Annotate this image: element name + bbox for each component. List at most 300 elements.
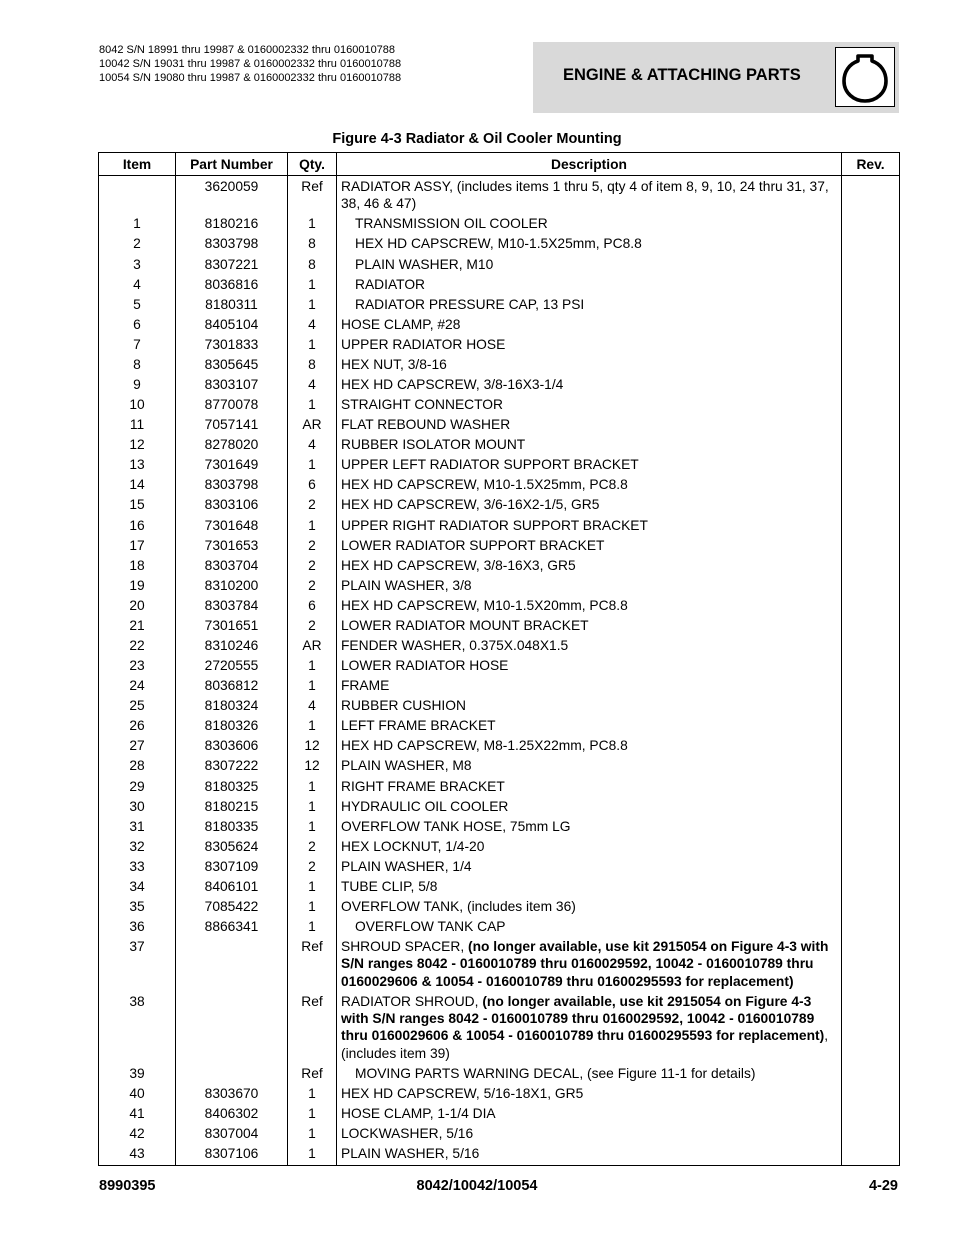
table-row — [99, 495, 900, 515]
rev-cell — [842, 696, 900, 716]
description-cell — [337, 254, 842, 274]
description-cell — [337, 756, 842, 776]
qty-cell: 1 — [288, 776, 337, 796]
figure-title: Figure 4-3 Radiator & Oil Cooler Mounting — [332, 131, 622, 147]
qty-cell: 2 — [288, 555, 337, 575]
qty-cell: 4 — [288, 696, 337, 716]
table-row — [99, 1104, 900, 1124]
table-row — [99, 475, 900, 495]
qty-cell: 1 — [288, 1104, 337, 1124]
table-row — [99, 897, 900, 917]
table-row — [99, 656, 900, 676]
description-note: (no longer available, use kit 2915054 on Figure 4-3 with S/N ranges 8042 - 0160010789 thru 0160029592, 10042 - 0160010789 thru 0160029606 & 10054 - 0160010789 thru 01600295593 for replacement) — [341, 993, 825, 1044]
part-number-cell: 8406302 — [176, 1104, 288, 1124]
part-number-cell: 2720555 — [176, 656, 288, 676]
table-row — [99, 455, 900, 475]
qty-cell: 2 — [288, 616, 337, 636]
qty-cell: 2 — [288, 856, 337, 876]
table-row — [99, 334, 900, 354]
part-number-cell: 8307004 — [176, 1124, 288, 1144]
description-text: PLAIN WASHER, 3/8 — [341, 577, 472, 593]
qty-cell: 1 — [288, 455, 337, 475]
description-cell — [337, 816, 842, 836]
description-cell — [337, 937, 842, 992]
qty-cell: 4 — [288, 375, 337, 395]
part-number-cell: 8405104 — [176, 314, 288, 334]
rev-cell — [842, 816, 900, 836]
qty-cell: 1 — [288, 294, 337, 314]
rev-cell — [842, 1144, 900, 1166]
qty-cell: 1 — [288, 274, 337, 294]
item-number-cell: 27 — [99, 736, 176, 756]
rev-cell — [842, 274, 900, 294]
item-number-cell: 15 — [99, 495, 176, 515]
description-cell — [337, 214, 842, 234]
description-cell — [337, 1144, 842, 1166]
description-cell — [337, 435, 842, 455]
qty-cell: 1 — [288, 877, 337, 897]
rev-cell — [842, 375, 900, 395]
section-header — [533, 42, 899, 113]
description-cell — [337, 495, 842, 515]
qty-cell: 12 — [288, 756, 337, 776]
item-number-cell: 31 — [99, 816, 176, 836]
description-text: PLAIN WASHER, M10 — [355, 256, 494, 272]
description-cell — [337, 555, 842, 575]
part-number-cell: 8303784 — [176, 595, 288, 615]
description-cell — [337, 917, 842, 937]
description-cell — [337, 515, 842, 535]
part-number-cell: 8180326 — [176, 716, 288, 736]
description-text: , (includes item 39) — [341, 1028, 829, 1061]
qty-cell: Ref — [288, 937, 337, 992]
description-cell — [337, 294, 842, 314]
part-number-cell: 7301651 — [176, 616, 288, 636]
rev-cell — [842, 314, 900, 334]
description-cell — [337, 796, 842, 816]
rev-cell — [842, 415, 900, 435]
part-number-cell: 8303798 — [176, 475, 288, 495]
table-header-row — [99, 153, 900, 176]
part-number-cell: 8866341 — [176, 917, 288, 937]
item-number-cell: 43 — [99, 1144, 176, 1166]
item-number-cell: 12 — [99, 435, 176, 455]
part-number-cell: 8303704 — [176, 555, 288, 575]
table-row — [99, 991, 900, 1063]
table-row — [99, 395, 900, 415]
qty-cell: 12 — [288, 736, 337, 756]
column-header-item: Item — [99, 153, 176, 176]
description-text: RADIATOR — [355, 276, 426, 292]
description-text: HEX LOCKNUT, 1/4-20 — [341, 838, 485, 854]
rev-cell — [842, 756, 900, 776]
table-row — [99, 234, 900, 254]
description-cell — [337, 897, 842, 917]
part-number-cell: 7301648 — [176, 515, 288, 535]
section-title: ENGINE & ATTACHING PARTS — [563, 66, 801, 84]
qty-cell: 1 — [288, 214, 337, 234]
description-text: STRAIGHT CONNECTOR — [341, 397, 503, 413]
parts-table — [98, 152, 900, 1166]
part-number-cell: 8303606 — [176, 736, 288, 756]
rev-cell — [842, 1084, 900, 1104]
rev-cell — [842, 656, 900, 676]
item-number-cell: 24 — [99, 676, 176, 696]
part-number-cell: 8303106 — [176, 495, 288, 515]
part-number-cell: 8307222 — [176, 756, 288, 776]
qty-cell: 6 — [288, 595, 337, 615]
table-row — [99, 435, 900, 455]
description-text: LEFT FRAME BRACKET — [341, 718, 496, 734]
rev-cell — [842, 1124, 900, 1144]
qty-cell: 2 — [288, 495, 337, 515]
table-row — [99, 515, 900, 535]
part-number-cell: 7301649 — [176, 455, 288, 475]
rev-cell — [842, 836, 900, 856]
description-cell — [337, 616, 842, 636]
item-number-cell: 8 — [99, 355, 176, 375]
description-text: PLAIN WASHER, 1/4 — [341, 858, 472, 874]
table-row — [99, 415, 900, 435]
part-number-cell: 8303670 — [176, 1084, 288, 1104]
table-row — [99, 254, 900, 274]
item-number-cell: 35 — [99, 897, 176, 917]
table-row — [99, 214, 900, 234]
description-cell — [337, 176, 842, 214]
qty-cell: 1 — [288, 676, 337, 696]
qty-cell: 1 — [288, 1144, 337, 1166]
item-number-cell: 32 — [99, 836, 176, 856]
description-text: UPPER RIGHT RADIATOR SUPPORT BRACKET — [341, 517, 648, 533]
item-number-cell: 42 — [99, 1124, 176, 1144]
item-number-cell: 1 — [99, 214, 176, 234]
table-row — [99, 274, 900, 294]
qty-cell: 4 — [288, 435, 337, 455]
table-row — [99, 294, 900, 314]
description-cell — [337, 676, 842, 696]
item-number-cell — [99, 176, 176, 214]
description-cell — [337, 575, 842, 595]
description-text: HEX HD CAPSCREW, 3/8-16X3, GR5 — [341, 557, 576, 573]
footer-doc-number: 8990395 — [99, 1178, 156, 1194]
item-number-cell: 18 — [99, 555, 176, 575]
rev-cell — [842, 475, 900, 495]
rev-cell — [842, 595, 900, 615]
rev-cell — [842, 176, 900, 214]
footer-page-number: 4-29 — [868, 1178, 898, 1194]
item-number-cell: 10 — [99, 395, 176, 415]
item-number-cell: 33 — [99, 856, 176, 876]
table-row — [99, 616, 900, 636]
part-number-cell: 8180216 — [176, 214, 288, 234]
qty-cell: 1 — [288, 656, 337, 676]
part-number-cell: 7301653 — [176, 535, 288, 555]
qty-cell: Ref — [288, 1063, 337, 1083]
rev-cell — [842, 616, 900, 636]
part-number-cell: 7057141 — [176, 415, 288, 435]
description-text: HEX HD CAPSCREW, M8-1.25X22mm, PC8.8 — [341, 738, 628, 754]
description-text: HYDRAULIC OIL COOLER — [341, 798, 509, 814]
engine-icon — [835, 47, 895, 107]
table-row — [99, 937, 900, 992]
qty-cell: 1 — [288, 334, 337, 354]
qty-cell: AR — [288, 636, 337, 656]
table-row — [99, 595, 900, 615]
description-text: TRANSMISSION OIL COOLER — [355, 216, 548, 232]
rev-cell — [842, 455, 900, 475]
description-cell — [337, 535, 842, 555]
item-number-cell: 22 — [99, 636, 176, 656]
description-cell — [337, 1084, 842, 1104]
part-number-cell — [176, 991, 288, 1063]
item-number-cell: 13 — [99, 455, 176, 475]
table-row — [99, 696, 900, 716]
item-number-cell: 28 — [99, 756, 176, 776]
description-cell — [337, 475, 842, 495]
qty-cell: 1 — [288, 796, 337, 816]
table-row — [99, 716, 900, 736]
rev-cell — [842, 395, 900, 415]
item-number-cell: 2 — [99, 234, 176, 254]
description-cell — [337, 636, 842, 656]
part-number-cell: 8180325 — [176, 776, 288, 796]
description-cell — [337, 991, 842, 1063]
qty-cell: 1 — [288, 1124, 337, 1144]
table-row — [99, 736, 900, 756]
item-number-cell: 25 — [99, 696, 176, 716]
part-number-cell — [176, 937, 288, 992]
rev-cell — [842, 917, 900, 937]
description-cell — [337, 1104, 842, 1124]
item-number-cell: 16 — [99, 515, 176, 535]
item-number-cell: 11 — [99, 415, 176, 435]
table-row — [99, 636, 900, 656]
serial-number-block — [99, 43, 401, 85]
table-row — [99, 176, 900, 214]
table-row — [99, 776, 900, 796]
item-number-cell: 34 — [99, 877, 176, 897]
qty-cell: 1 — [288, 897, 337, 917]
table-row — [99, 836, 900, 856]
rev-cell — [842, 575, 900, 595]
column-header-qty: Qty. — [288, 153, 337, 176]
part-number-cell: 8303798 — [176, 234, 288, 254]
description-text: PLAIN WASHER, 5/16 — [341, 1146, 480, 1162]
description-text: OVERFLOW TANK CAP — [355, 919, 506, 935]
description-cell — [337, 877, 842, 897]
description-text: LOWER RADIATOR SUPPORT BRACKET — [341, 537, 605, 553]
qty-cell: 6 — [288, 475, 337, 495]
rev-cell — [842, 676, 900, 696]
rev-cell — [842, 495, 900, 515]
rev-cell — [842, 214, 900, 234]
column-header-rev: Rev. — [842, 153, 900, 176]
table-row — [99, 535, 900, 555]
rev-cell — [842, 736, 900, 756]
qty-cell: 1 — [288, 716, 337, 736]
rev-cell — [842, 435, 900, 455]
column-header-description: Description — [337, 153, 842, 176]
part-number-cell: 8307106 — [176, 1144, 288, 1166]
description-text: RADIATOR ASSY, (includes items 1 thru 5, qty 4 of item 8, 9, 10, 24 thru 31, 37, 38, 46 & 47) — [341, 179, 829, 212]
part-number-cell: 8036812 — [176, 676, 288, 696]
item-number-cell: 14 — [99, 475, 176, 495]
item-number-cell: 40 — [99, 1084, 176, 1104]
rev-cell — [842, 254, 900, 274]
part-number-cell: 8310200 — [176, 575, 288, 595]
description-cell — [337, 234, 842, 254]
rev-cell — [842, 937, 900, 992]
rev-cell — [842, 856, 900, 876]
part-number-cell: 3620059 — [176, 176, 288, 214]
description-text: LOWER RADIATOR MOUNT BRACKET — [341, 617, 589, 633]
description-text: FENDER WASHER, 0.375X.048X1.5 — [341, 638, 569, 654]
table-row — [99, 877, 900, 897]
description-cell — [337, 375, 842, 395]
description-text: MOVING PARTS WARNING DECAL, (see Figure 11-1 for details) — [355, 1065, 756, 1081]
qty-cell: 1 — [288, 395, 337, 415]
description-cell — [337, 314, 842, 334]
description-text: HEX HD CAPSCREW, M10-1.5X25mm, PC8.8 — [341, 477, 628, 493]
qty-cell: 1 — [288, 917, 337, 937]
qty-cell: 2 — [288, 575, 337, 595]
rev-cell — [842, 636, 900, 656]
table-row — [99, 1084, 900, 1104]
part-number-cell: 8180311 — [176, 294, 288, 314]
description-text: UPPER LEFT RADIATOR SUPPORT BRACKET — [341, 457, 639, 473]
rev-cell — [842, 334, 900, 354]
qty-cell: Ref — [288, 176, 337, 214]
rev-cell — [842, 1104, 900, 1124]
description-text: TUBE CLIP, 5/8 — [341, 878, 438, 894]
part-number-cell: 8310246 — [176, 636, 288, 656]
part-number-cell: 8305645 — [176, 355, 288, 375]
rev-cell — [842, 355, 900, 375]
rev-cell — [842, 1063, 900, 1083]
item-number-cell: 17 — [99, 535, 176, 555]
rev-cell — [842, 991, 900, 1063]
part-number-cell — [176, 1063, 288, 1083]
table-row — [99, 1063, 900, 1083]
qty-cell: 1 — [288, 816, 337, 836]
description-text: RADIATOR PRESSURE CAP, 13 PSI — [355, 296, 585, 312]
description-cell — [337, 395, 842, 415]
qty-cell: 8 — [288, 234, 337, 254]
item-number-cell: 21 — [99, 616, 176, 636]
table-row — [99, 314, 900, 334]
description-cell — [337, 696, 842, 716]
serial-line: 8042 S/N 18991 thru 19987 & 0160002332 thru 0160010788 — [99, 44, 396, 56]
qty-cell: 8 — [288, 254, 337, 274]
description-note: (no longer available, use kit 2915054 on Figure 4-3 with S/N ranges 8042 - 0160010789 thru 0160029592, 10042 - 0160010789 thru 0160029606 & 10054 - 0160010789 thru 01600295593 for replacement) — [341, 939, 829, 989]
rev-cell — [842, 877, 900, 897]
table-row — [99, 1144, 900, 1166]
description-text: HEX HD CAPSCREW, 3/6-16X2-1/5, GR5 — [341, 497, 600, 513]
qty-cell: 2 — [288, 535, 337, 555]
item-number-cell: 29 — [99, 776, 176, 796]
description-text: LOCKWASHER, 5/16 — [341, 1126, 474, 1142]
item-number-cell: 20 — [99, 595, 176, 615]
rev-cell — [842, 234, 900, 254]
description-cell — [337, 334, 842, 354]
description-cell — [337, 1063, 842, 1083]
description-cell — [337, 455, 842, 475]
description-text: FRAME — [341, 678, 390, 694]
part-number-cell: 8305624 — [176, 836, 288, 856]
item-number-cell: 26 — [99, 716, 176, 736]
description-cell — [337, 1124, 842, 1144]
description-text: HOSE CLAMP, #28 — [341, 316, 461, 332]
item-number-cell: 7 — [99, 334, 176, 354]
description-text: RIGHT FRAME BRACKET — [341, 778, 505, 794]
qty-cell: Ref — [288, 991, 337, 1063]
item-number-cell: 6 — [99, 314, 176, 334]
table-row — [99, 796, 900, 816]
item-number-cell: 36 — [99, 917, 176, 937]
part-number-cell: 8307221 — [176, 254, 288, 274]
part-number-cell: 8036816 — [176, 274, 288, 294]
description-text: FLAT REBOUND WASHER — [341, 417, 511, 433]
table-row — [99, 575, 900, 595]
rev-cell — [842, 776, 900, 796]
description-cell — [337, 595, 842, 615]
part-number-cell: 8406101 — [176, 877, 288, 897]
serial-line: 10042 S/N 19031 thru 19987 & 0160002332 thru 0160010788 — [99, 58, 402, 70]
item-number-cell: 39 — [99, 1063, 176, 1083]
description-text: RUBBER CUSHION — [341, 698, 466, 714]
part-number-cell: 8180215 — [176, 796, 288, 816]
serial-line: 10054 S/N 19080 thru 19987 & 0160002332 thru 0160010788 — [99, 72, 402, 84]
description-cell — [337, 716, 842, 736]
description-text: HEX HD CAPSCREW, 3/8-16X3-1/4 — [341, 377, 564, 392]
part-number-cell: 8180324 — [176, 696, 288, 716]
item-number-cell: 38 — [99, 991, 176, 1063]
description-text: PLAIN WASHER, M8 — [341, 758, 472, 774]
description-cell — [337, 776, 842, 796]
part-number-cell: 8278020 — [176, 435, 288, 455]
description-text: OVERFLOW TANK HOSE, 75mm LG — [341, 818, 571, 834]
description-cell — [337, 656, 842, 676]
table-row — [99, 676, 900, 696]
description-text: HEX HD CAPSCREW, M10-1.5X25mm, PC8.8 — [355, 236, 642, 252]
description-text: RADIATOR SHROUD, — [341, 993, 483, 1009]
table-row — [99, 355, 900, 375]
item-number-cell: 5 — [99, 294, 176, 314]
qty-cell: 2 — [288, 836, 337, 856]
description-cell — [337, 736, 842, 756]
rev-cell — [842, 796, 900, 816]
item-number-cell: 37 — [99, 937, 176, 992]
item-number-cell: 19 — [99, 575, 176, 595]
column-header-part-number: Part Number — [176, 153, 288, 176]
description-text: LOWER RADIATOR HOSE — [341, 658, 509, 674]
table-row — [99, 375, 900, 395]
part-number-cell: 7085422 — [176, 897, 288, 917]
part-number-cell: 8307109 — [176, 856, 288, 876]
description-text: HEX HD CAPSCREW, M10-1.5X20mm, PC8.8 — [341, 597, 628, 613]
footer-model: 8042/10042/10054 — [416, 1178, 538, 1194]
part-number-cell: 8303107 — [176, 375, 288, 395]
description-text: RUBBER ISOLATOR MOUNT — [341, 437, 526, 453]
item-number-cell: 3 — [99, 254, 176, 274]
item-number-cell: 23 — [99, 656, 176, 676]
description-text: HEX HD CAPSCREW, 5/16-18X1, GR5 — [341, 1085, 584, 1101]
description-cell — [337, 836, 842, 856]
item-number-cell: 41 — [99, 1104, 176, 1124]
rev-cell — [842, 294, 900, 314]
part-number-cell: 8770078 — [176, 395, 288, 415]
description-text: HOSE CLAMP, 1-1/4 DIA — [341, 1105, 496, 1121]
